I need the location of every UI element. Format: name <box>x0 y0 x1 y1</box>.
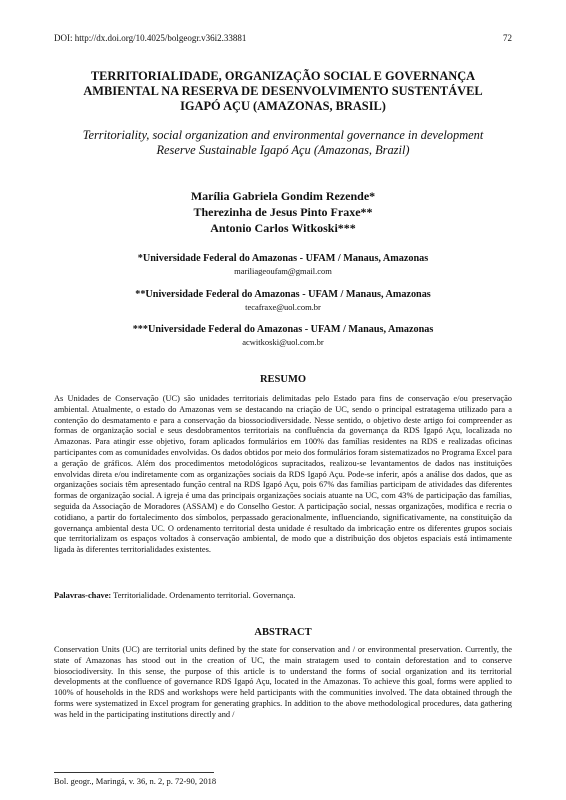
keywords-text: Territorialidade. Ordenamento territorial. Governança. <box>111 591 296 600</box>
abstract-text: Conservation Units (UC) are territorial units defined by the state for conservation and / or environmental preservation. Currently, the state of Amazonas has stood out in the creation of UC, the main stratagem used to contain deforestation and to conserve biosociodiversity. In this sense, the purpose of this article is to understand the forms of social organization and its territorial developments at the confluence of governance RDS Igapó Açu, located in the Amazonas. To achieve this goal, forms were applied to 100% of households in the RDS and workshops were held participants with the communities involved. The data obtained through the forms were systematized in Excel program for generating graphics. In addition to the above methodological procedures, data gathering was held in the participating institutions directly and / <box>54 645 512 719</box>
affiliation-email[interactable]: tecafraxe@uol.com.br <box>245 302 321 312</box>
affiliation-email[interactable]: mariliageoufam@gmail.com <box>234 266 332 276</box>
title-line: AMBIENTAL NA RESERVA DE DESENVOLVIMENTO SUSTENTÁVEL <box>83 84 483 98</box>
author-name: Therezinha de Jesus Pinto Fraxe** <box>193 205 373 219</box>
affiliation <box>40 323 526 348</box>
affiliation <box>40 252 526 277</box>
affiliation-institution: ***Universidade Federal do Amazonas - UFAM / Manaus, Amazonas <box>132 324 434 335</box>
resumo-heading: RESUMO <box>259 374 307 385</box>
page-number: 72 <box>503 33 512 43</box>
page-header <box>54 33 512 43</box>
doi-link[interactable]: DOI: http://dx.doi.org/10.4025/bolgeogr.v36i2.33881 <box>54 33 247 43</box>
title-line: IGAPÓ AÇU (AMAZONAS, BRASIL) <box>180 99 386 113</box>
author-list <box>40 188 526 236</box>
author-name: Marília Gabriela Gondim Rezende* <box>190 189 376 203</box>
footer-citation: Bol. geogr., Maringá, v. 36, n. 2, p. 72-90, 2018 <box>54 776 217 786</box>
affiliation-institution: **Universidade Federal do Amazonas - UFAM / Manaus, Amazonas <box>135 289 431 300</box>
footer-divider <box>54 772 214 773</box>
keywords-label: Palavras-chave: <box>54 591 112 600</box>
affiliation-institution: *Universidade Federal do Amazonas - UFAM / Manaus, Amazonas <box>137 253 429 264</box>
subtitle-line: Territoriality, social organization and environmental governance in development <box>82 128 484 142</box>
subtitle-line: Reserve Sustainable Igapó Açu (Amazonas, Brazil) <box>156 143 410 157</box>
author-name: Antonio Carlos Witkoski*** <box>210 221 356 235</box>
keywords <box>54 591 512 602</box>
title-line: TERRITORIALIDADE, ORGANIZAÇÃO SOCIAL E GOVERNANÇA <box>90 69 476 83</box>
abstract-heading: ABSTRACT <box>254 627 312 638</box>
affiliation-email[interactable]: acwitkoski@uol.com.br <box>242 337 324 347</box>
paper-title <box>40 69 526 114</box>
resumo-text: As Unidades de Conservação (UC) são unidades territoriais delimitadas pelo Estado para fins de conservação e/ou preservação ambiental. Atualmente, o estado do Amazonas vem se destacando na criação de UC, sendo o principal estratagema utilizado para a contenção do desmatamento e para a conservação da biossociodiversidade. Nesse sentido, o objetivo deste artigo foi compreender as formas de organização social e seus desdobramentos territoriais na confluência da governança da RDS Igapó Açu, localizada no Amazonas. Para atingir esse objetivo, foram aplicados formulários em 100% das famílias residentes na RDS e realizadas oficinas participantes com as comunidades envolvidas. Os dados obtidos por meio dos formulários foram sistematizados no Programa Excel para a geração de gráficos. Além dos procedimentos metodológicos supracitados, realizou-se levantamentos de dados nas instituições envolvidas direta e/ou indiretamente com as organizações sociais da RDS Igapó Açu. Pode-se inferir, após a análise dos dados, que as organizações sociais têm apresentado função central na RDS Igapó Açu, pois 67% das famílias participam de atividades das diferentes formas de organização social. A igreja é uma das principais organizações sociais atuante na UC, com 43% de participação das famílias, seguida da Associação de Moradores (ASSAM) e do Conselho Gestor. A participação social, nessas organizações, modifica e recria o cotidiano, a partir do fortalecimento dos símbolos, perpassado geracionalmente, influenciando, significativamente, na constituição da governança ambiental desta UC. O ordenamento territorial desta unidade é resultado da imbricação entre os diferentes grupos sociais que territorializam os espaços voltados à conservação ambiental, de modo que a distribuição dos objetos espaciais está intimamente ligada às diferentes territorialidades existentes. <box>54 394 512 555</box>
paper-subtitle <box>40 128 526 158</box>
affiliation <box>40 288 526 313</box>
